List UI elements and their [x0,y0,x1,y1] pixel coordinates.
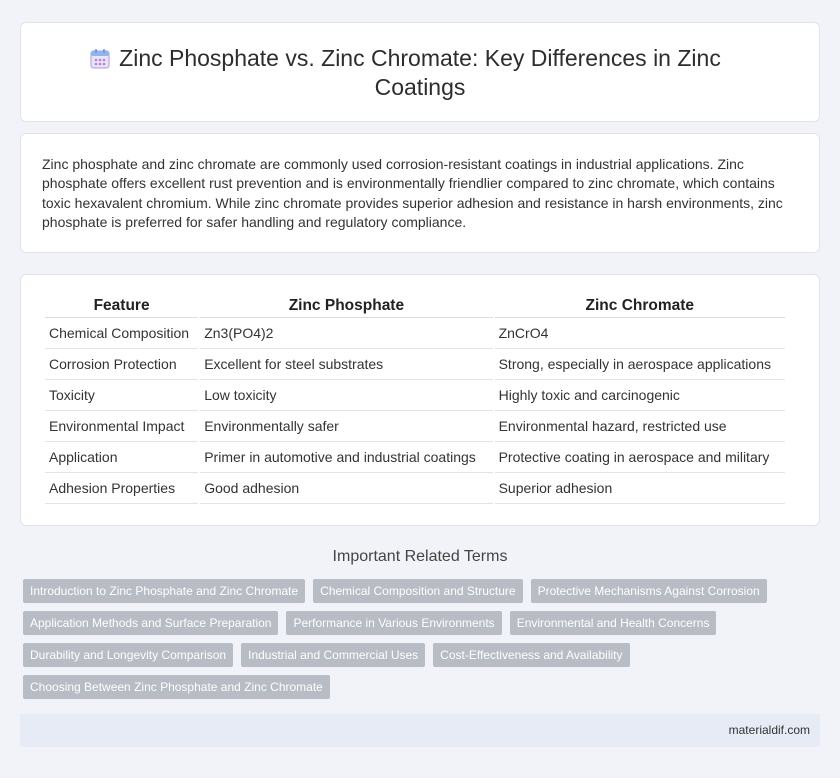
comparison-table [43,295,787,504]
summary-card [20,133,820,253]
header-feature: Feature [45,295,198,318]
table-row [45,349,785,380]
related-term-link[interactable]: Environmental and Health Concerns [510,611,717,635]
table-header-row [45,295,785,318]
table-row [45,380,785,411]
chromate-cell: Highly toxic and carcinogenic [495,380,785,411]
related-terms-title: Important Related Terms [332,548,508,565]
comparison-card [20,274,820,526]
chromate-cell: Strong, especially in aerospace applications [495,349,785,380]
related-term-link[interactable]: Industrial and Commercial Uses [241,643,425,667]
feature-cell: Toxicity [45,380,198,411]
table-row [45,442,785,473]
footer-site-link[interactable]: materialdif.com [728,723,810,737]
related-term-link[interactable]: Performance in Various Environments [286,611,501,635]
feature-cell: Adhesion Properties [45,473,198,504]
chromate-cell: ZnCrO4 [495,318,785,349]
related-term-link[interactable]: Cost-Effectiveness and Availability [433,643,629,667]
related-term-link[interactable]: Durability and Longevity Comparison [23,643,233,667]
phosphate-cell: Good adhesion [200,473,492,504]
feature-cell: Chemical Composition [45,318,198,349]
table-row [45,411,785,442]
footer [20,714,820,747]
header-zinc-phosphate: Zinc Phosphate [200,295,492,318]
feature-cell: Environmental Impact [45,411,198,442]
related-term-link[interactable]: Protective Mechanisms Against Corrosion [531,579,767,603]
page-title: Zinc Phosphate vs. Zinc Chromate: Key Differences in Zinc Coatings [119,45,721,100]
related-term-link[interactable]: Choosing Between Zinc Phosphate and Zinc Chromate [23,675,330,699]
phosphate-cell: Excellent for steel substrates [200,349,492,380]
chromate-cell: Environmental hazard, restricted use [495,411,785,442]
related-terms-list [23,579,803,707]
feature-cell: Corrosion Protection [45,349,198,380]
phosphate-cell: Zn3(PO4)2 [200,318,492,349]
table-row [45,318,785,349]
table-row [45,473,785,504]
phosphate-cell: Environmentally safer [200,411,492,442]
header-card [20,22,820,122]
chromate-cell: Protective coating in aerospace and military [495,442,785,473]
feature-cell: Application [45,442,198,473]
summary-paragraph: Zinc phosphate and zinc chromate are commonly used corrosion-resistant coatings in industrial applications. Zinc phosphate offers excellent rust prevention and is environmentally friendlier compared to zinc chromate, which contains toxic hexavalent chromium. While zinc chromate provides superior adhesion and resistance in harsh environments, zinc phosphate is preferred for safer handling and regulatory compliance. [42,156,783,231]
phosphate-cell: Primer in automotive and industrial coatings [200,442,492,473]
chromate-cell: Superior adhesion [495,473,785,504]
related-term-link[interactable]: Chemical Composition and Structure [313,579,522,603]
related-term-link[interactable]: Introduction to Zinc Phosphate and Zinc Chromate [23,579,305,603]
header-zinc-chromate: Zinc Chromate [495,295,785,318]
phosphate-cell: Low toxicity [200,380,492,411]
related-term-link[interactable]: Application Methods and Surface Preparation [23,611,278,635]
